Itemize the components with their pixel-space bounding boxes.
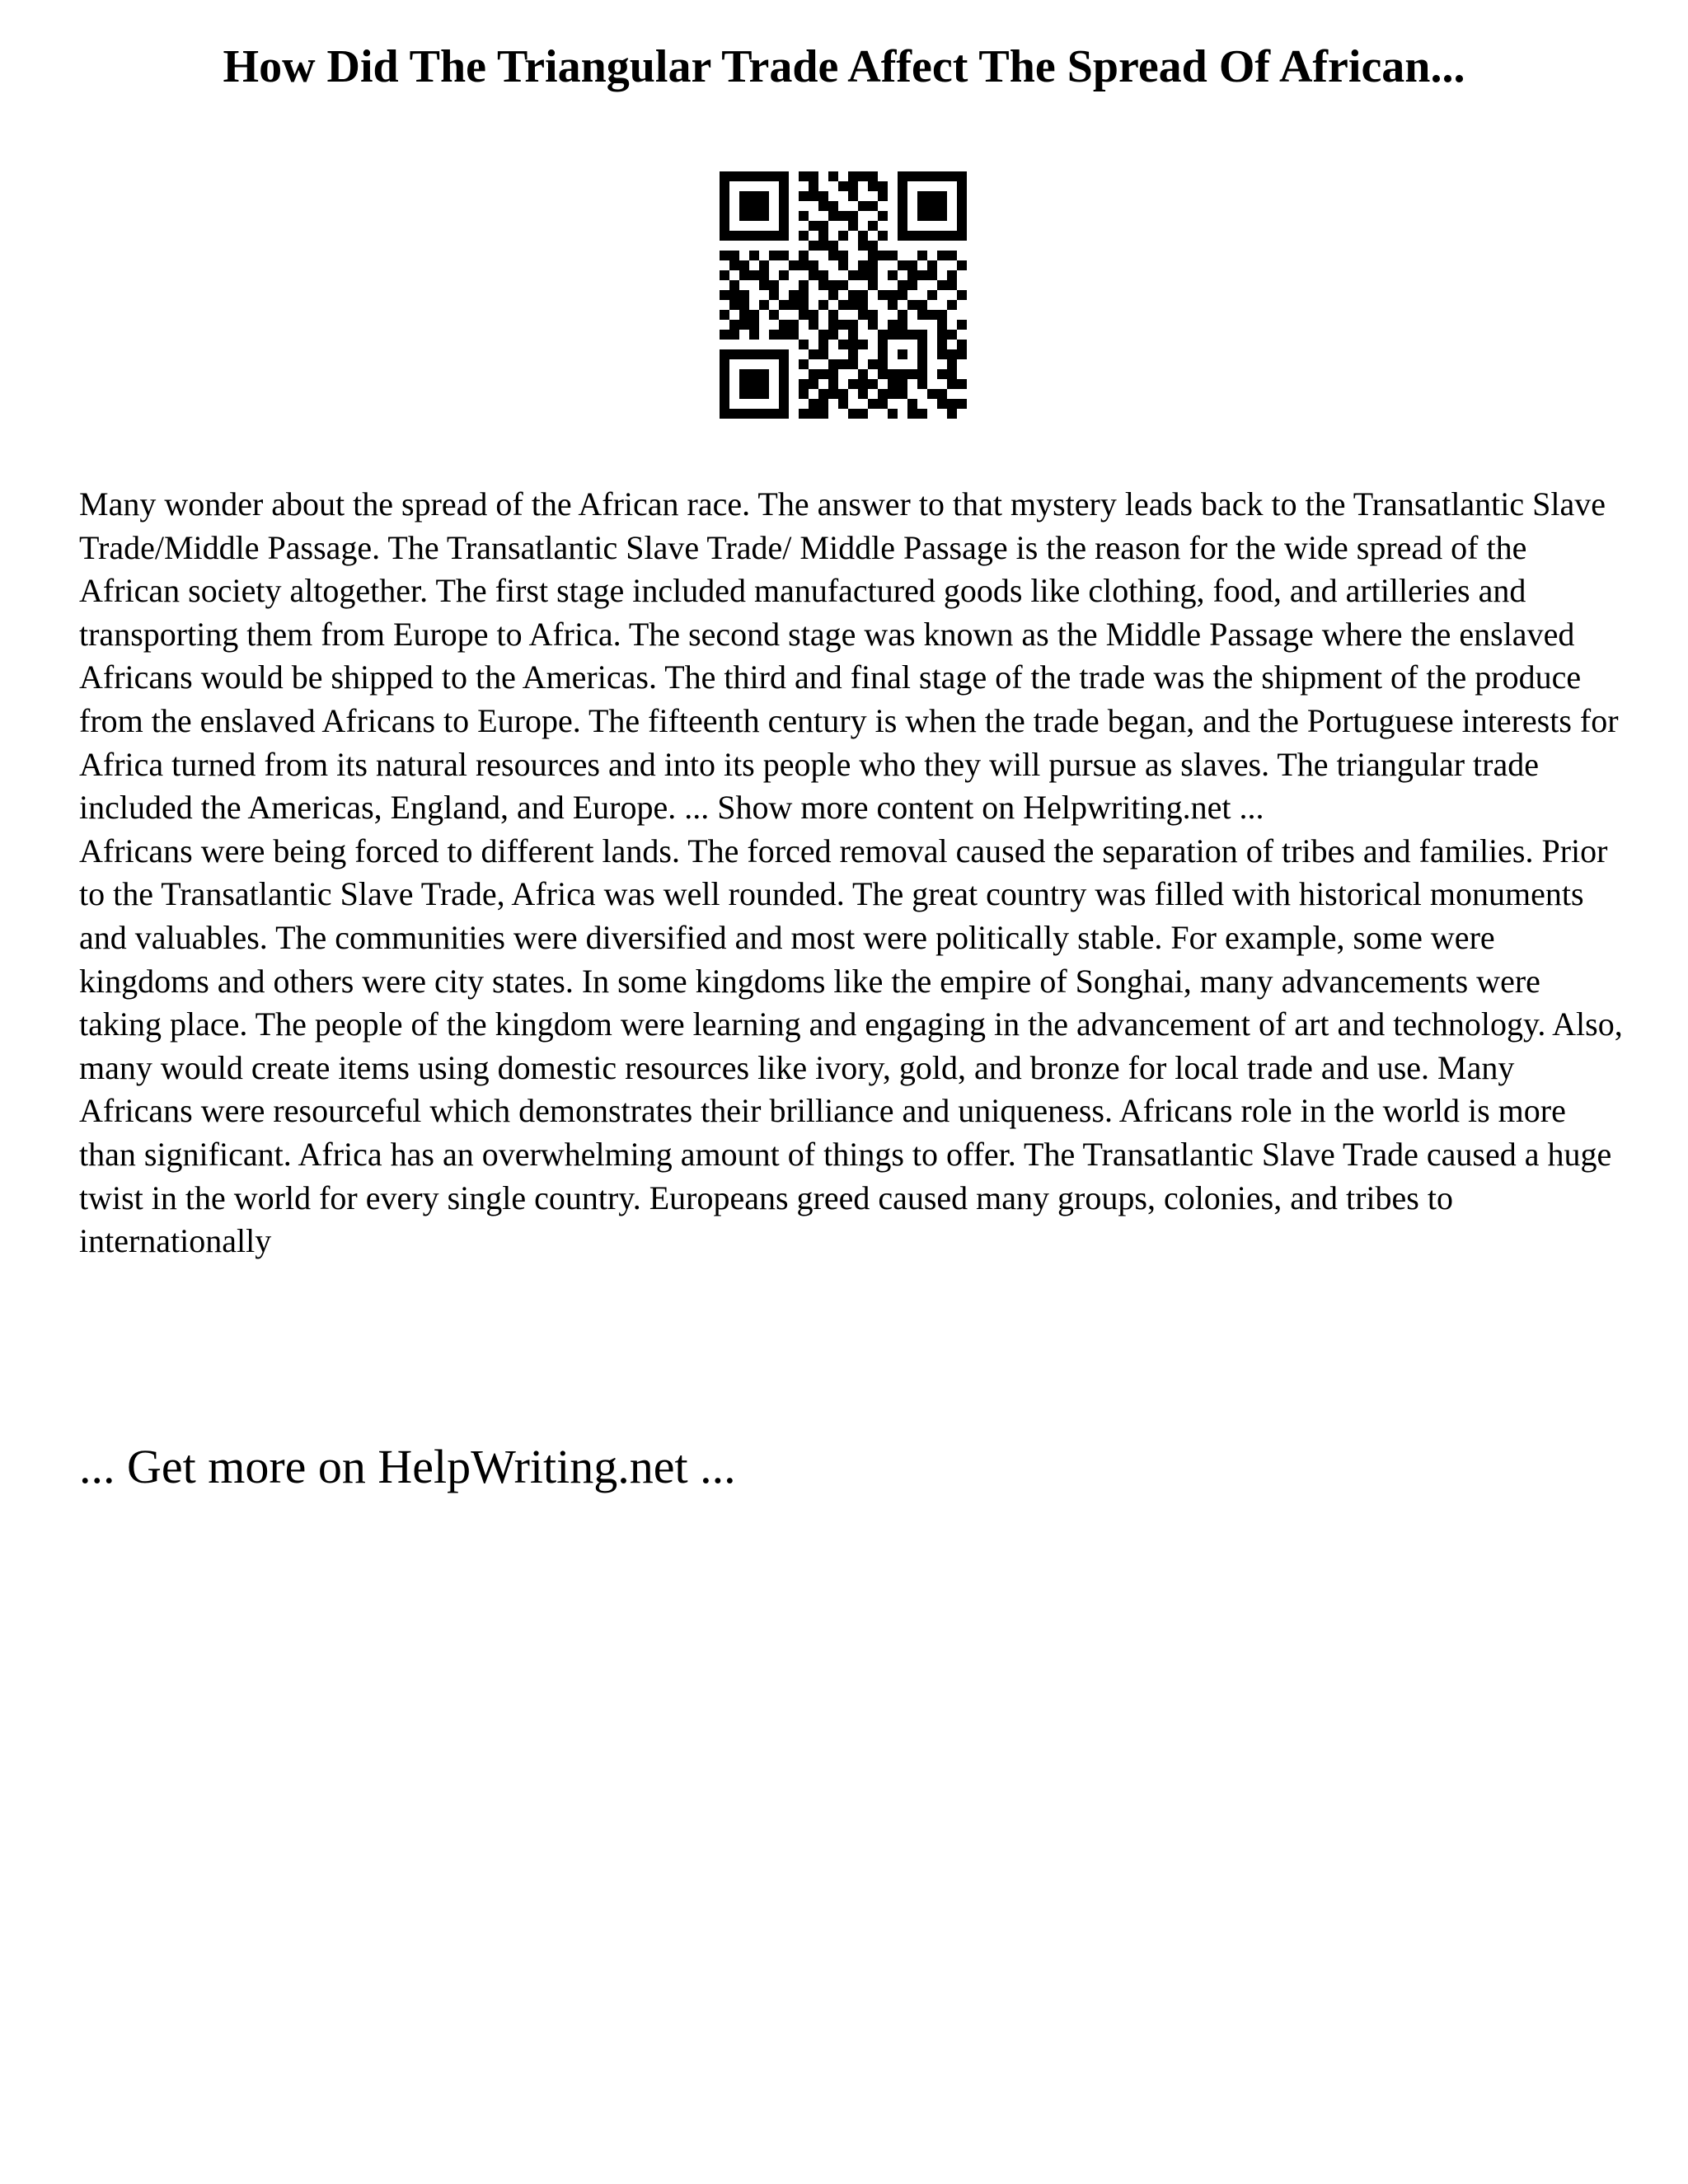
document-title: How Did The Triangular Trade Affect The Spread Of African... — [223, 41, 1465, 92]
body-paragraph-2: Africans were being forced to different lands. The forced removal caused the separation of tribes and families. Prior to the Transatlantic Slave Trade, Africa was well rounded. The great country was filled with historical monuments and valuables. The communities were diversified and most were politically stable. For example, some were kingdoms and others were city states. In some kingdoms like the empire of Songhai, many advancements were taking place. The people of the kingdom were learning and engaging in the advancement of art and technology. Also, many would create items using domestic resources like ivory, gold, and bronze for local trade and use. Many Africans were resourceful which demonstrates their brilliance and uniqueness. Africans role in the world is more than significant. Africa has an overwhelming amount of things to offer. The Transatlantic Slave Trade caused a huge twist in the world for every single country. Europeans greed caused many groups, colonies, and tribes to internationally — [79, 832, 1623, 1260]
get-more-link[interactable]: ... Get more on HelpWriting.net ... — [79, 1440, 736, 1493]
document-body — [79, 483, 1629, 1263]
qr-code-icon — [720, 171, 967, 419]
body-paragraph-1: Many wonder about the spread of the African race. The answer to that mystery leads back to the Transatlantic Slave Trade/Middle Passage. The Transatlantic Slave Trade/ Middle Passage is the reason for the wide spread of the African society altogether. The first stage included manufactured goods like clothing, food, and artilleries and transporting them from Europe to Africa. The second stage was known as the Middle Passage where the enslaved Africans would be shipped to the Americas. The third and final stage of the trade was the shipment of the produce from the enslaved Africans to Europe. The fifteenth century is when the trade began, and the Portuguese interests for Africa turned from its natural resources and into its people who they will pursue as slaves. The triangular trade included the Americas, England, and Europe. ... Show more content on Helpwriting.net ... — [79, 485, 1619, 827]
